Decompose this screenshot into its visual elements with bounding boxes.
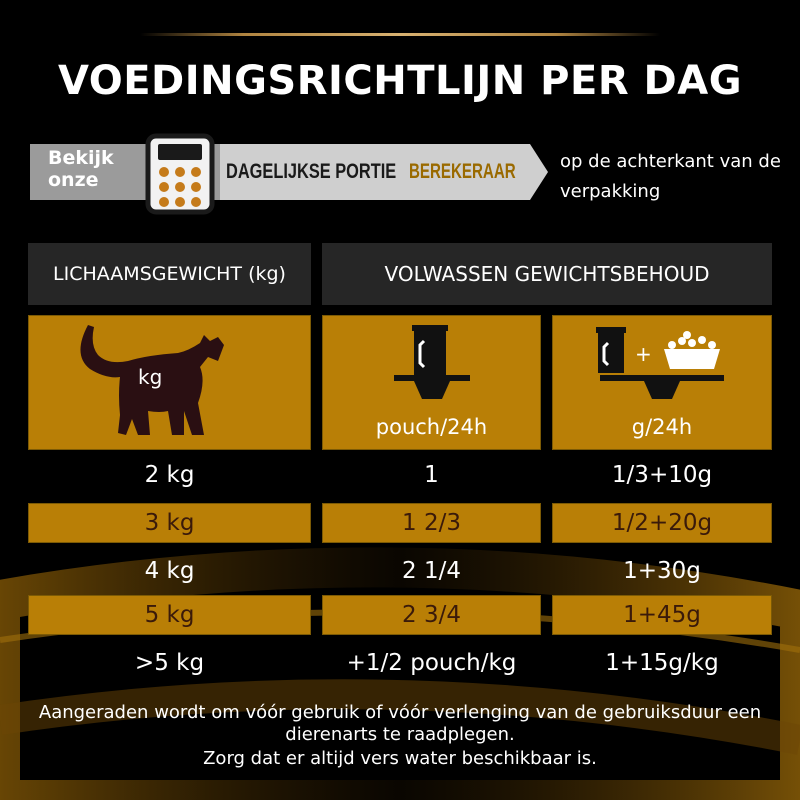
water-note-text: Zorg dat er altijd vers water beschikbaar is.	[203, 748, 597, 769]
table-row	[0, 643, 800, 683]
cell-mix: 1/2+20g	[552, 503, 772, 543]
cell-weight: 3 kg	[28, 503, 311, 543]
cell-weight: 4 kg	[144, 558, 195, 584]
cell-pouch: +1/2 pouch/kg	[346, 650, 517, 676]
cell-pouch: 1	[424, 462, 439, 488]
header-adult-maintenance: VOLWASSEN GEWICHTSBEHOUD	[322, 243, 772, 305]
cat-silhouette-icon	[28, 315, 311, 450]
banner-line2: onze	[48, 169, 99, 191]
cell-mix: 1+45g	[552, 595, 772, 635]
calculator-icon	[144, 132, 216, 216]
cell-weight: 5 kg	[28, 595, 311, 635]
icon-kg-label: kg	[138, 365, 163, 389]
unit-grams-label: g/24h	[631, 415, 693, 439]
cell-mix: 1+30g	[623, 558, 701, 584]
cell-weight: >5 kg	[134, 650, 205, 676]
cell-pouch: 2 3/4	[322, 595, 541, 635]
banner-note: op de achterkant van de verpakking	[560, 151, 781, 202]
cell-mix: 1/3+10g	[611, 462, 713, 488]
table-row	[0, 455, 800, 495]
cell-pouch: 1 2/3	[322, 503, 541, 543]
banner-calculator-text: BEREKERAAR	[409, 160, 516, 183]
table-row	[0, 551, 800, 591]
top-divider	[140, 33, 660, 36]
vet-advice-text: Aangeraden wordt om vóór gebruik of vóór verlenging van de gebruiksduur een dierenarts te raadplegen.	[38, 702, 762, 745]
cell-pouch: 2 1/4	[402, 558, 461, 584]
unit-pouch-label: pouch/24h	[375, 415, 488, 439]
page-title: VOEDINGSRICHTLIJN PER DAG	[57, 58, 743, 104]
banner-line1: Bekijk	[48, 147, 114, 169]
cell-weight: 2 kg	[144, 462, 195, 488]
cell-mix: 1+15g/kg	[605, 650, 719, 676]
svg-text:+: +	[635, 342, 652, 366]
icon-cell-weight	[28, 315, 311, 450]
banner-portie-text: DAGELIJKSE PORTIE	[226, 160, 397, 183]
header-body-weight: LICHAAMSGEWICHT (kg)	[28, 243, 311, 305]
table-row	[0, 595, 800, 635]
table-row	[0, 503, 800, 543]
